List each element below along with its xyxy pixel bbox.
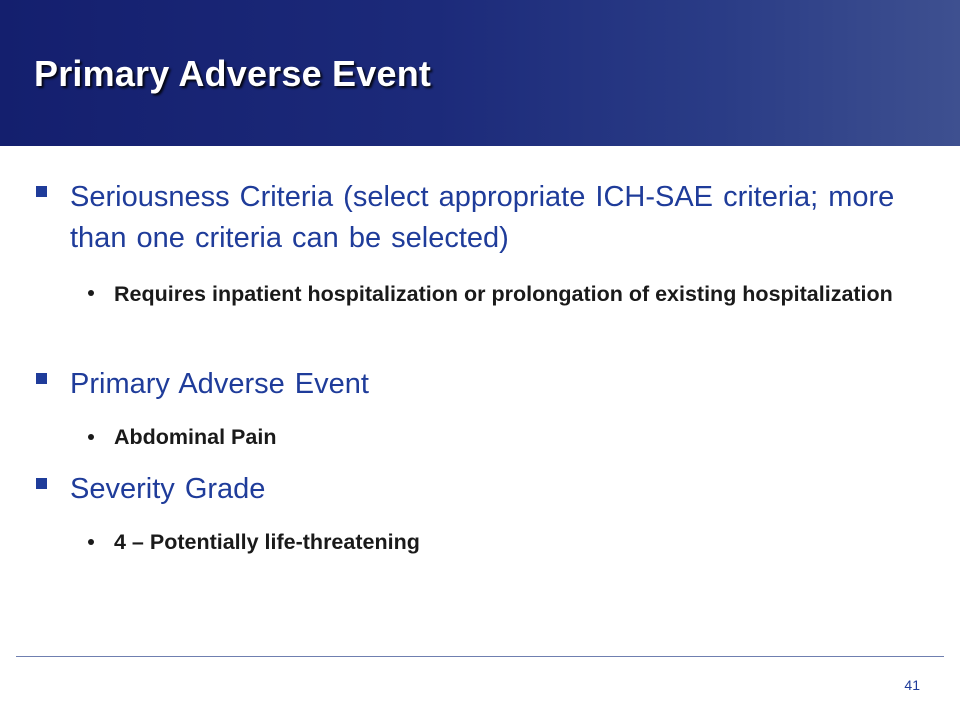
sub-bullet-hospitalization: Requires inpatient hospitalization or prolongation of existing hospitalization <box>114 282 893 306</box>
dot-bullet-icon <box>88 539 94 545</box>
square-bullet-icon <box>36 373 47 384</box>
bullet-severity-grade: Severity Grade <box>70 473 266 505</box>
sub-bullet-severity-value: 4 – Potentially life-threatening <box>114 530 420 554</box>
bullet-seriousness-criteria: Seriousness Criteria (select appropriate ICH-SAE criteria; more than one criteria can be selected) <box>70 181 895 254</box>
bullet-primary-adverse-event: Primary Adverse Event <box>70 368 369 400</box>
square-bullet-icon <box>36 186 47 197</box>
dot-bullet-icon <box>88 434 94 440</box>
square-bullet-icon <box>36 478 47 489</box>
slide-title: Primary Adverse Event <box>34 53 432 94</box>
footer-divider <box>16 656 944 657</box>
sub-bullet-abdominal-pain: Abdominal Pain <box>114 425 277 449</box>
dot-bullet-icon <box>88 290 94 296</box>
page-number: 41 <box>904 677 920 693</box>
